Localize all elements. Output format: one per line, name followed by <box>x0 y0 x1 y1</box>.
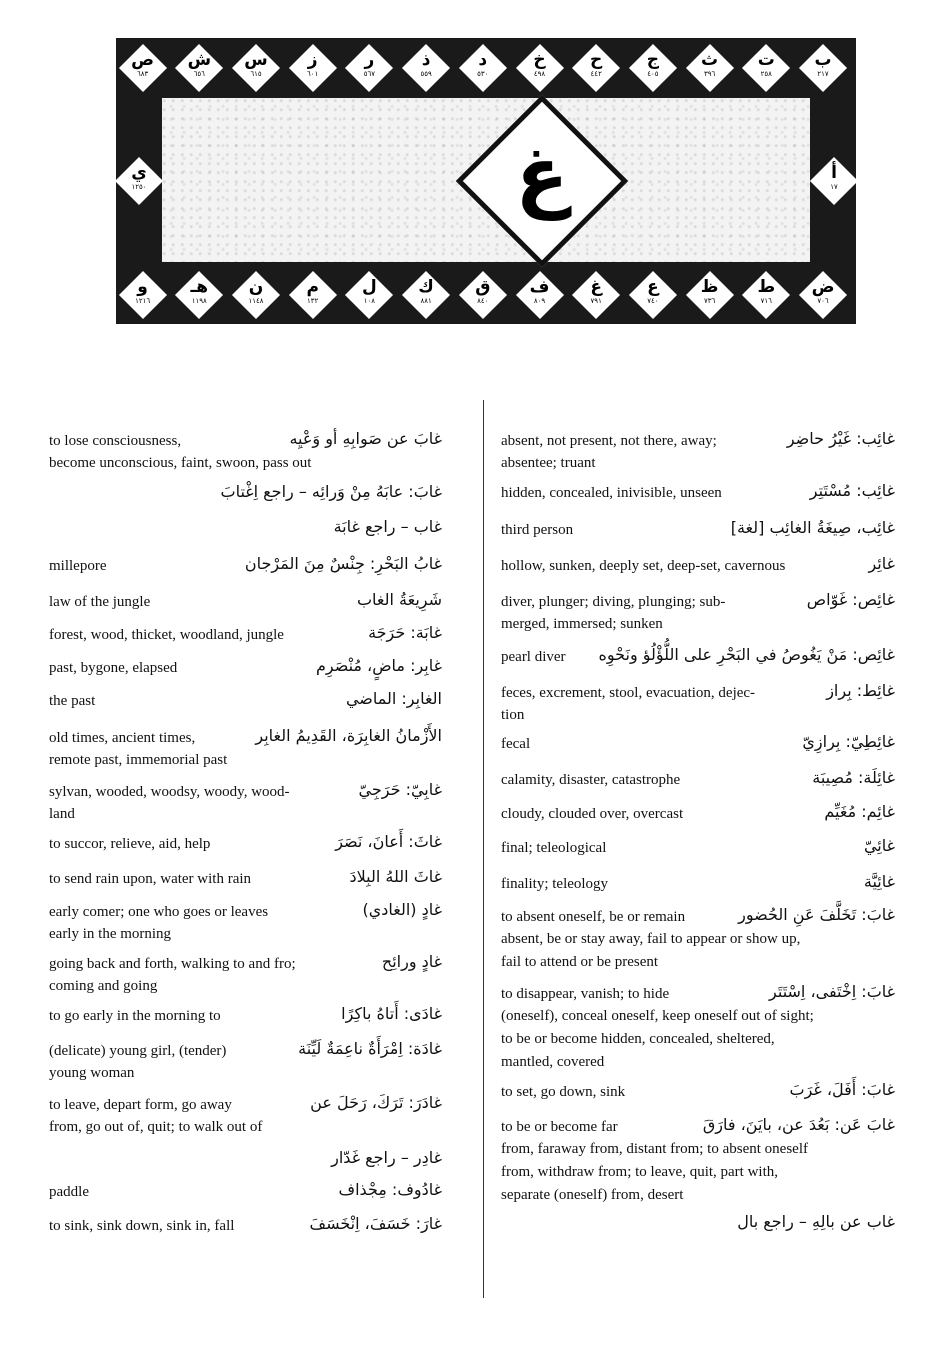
index-letter: ص <box>131 50 155 70</box>
entry-arabic: الغابِر: الماضي <box>345 689 442 708</box>
entry-english: to disappear, vanish; to hide <box>501 986 670 1002</box>
index-letter: م <box>306 277 319 297</box>
entry-arabic: غاب – راجع غابَة <box>333 517 442 536</box>
entry-english: third person <box>501 522 574 538</box>
entry-arabic: غابَ: تَخَلَّفَ عَنِ الحُضور <box>738 905 895 924</box>
index-letter: ق <box>475 277 491 297</box>
index-page-number: ٨٨١ <box>420 297 432 305</box>
entry-english: millepore <box>49 558 107 574</box>
index-page-number: ٦٠١ <box>307 70 319 78</box>
index-letter: ب <box>814 50 832 70</box>
index-letter: ث <box>701 50 719 70</box>
entry-english-continued: from, faraway from, distant from; to absent oneself <box>501 1141 808 1157</box>
index-letter: ض <box>811 277 835 297</box>
entry-arabic: غادَرَ: تَرَكَ، رَحَلَ عن <box>310 1093 442 1112</box>
index-letter: غ <box>590 277 602 297</box>
entry-arabic: غابَ عَن: بَعُدَ عن، بايَنَ، فارَقَ <box>702 1115 895 1134</box>
entry-english: to lose consciousness, <box>49 433 182 449</box>
index-page-number: ١٣٢ <box>307 297 319 305</box>
entry-english: past, bygone, elapsed <box>49 660 178 676</box>
entry-arabic: غاثَ: أَعانَ، نَصَرَ <box>335 832 442 851</box>
entry-arabic: غاثَ اللهُ البِلادَ <box>349 867 442 886</box>
entry-english-continued: become unconscious, faint, swoon, pass out <box>49 455 312 471</box>
index-page-number: ٤٤٢ <box>590 70 602 78</box>
entry-english-continued: tion <box>501 707 525 723</box>
index-letter-bottom-7[interactable] <box>460 272 506 318</box>
index-letter: أ <box>831 163 837 183</box>
entry-english: finality; teleology <box>501 876 609 892</box>
entry-english: feces, excrement, stool, evacuation, dejec- <box>501 685 756 701</box>
entry-arabic: غادِر – راجع غَدّار <box>331 1148 442 1167</box>
entry-english: to succor, relieve, aid, help <box>49 836 211 852</box>
index-page-number: ٧٩١ <box>590 297 602 305</box>
index-letter: خ <box>533 50 546 70</box>
entry-english: cloudy, clouded over, overcast <box>501 806 684 822</box>
index-letter: ر <box>364 50 375 70</box>
letter-index-band <box>116 38 856 324</box>
entry-arabic: غائِر <box>868 554 895 573</box>
entry-english-continued: land <box>49 806 75 822</box>
entry-english: to be or become far <box>501 1119 618 1135</box>
index-letter-top-11[interactable] <box>233 45 279 91</box>
entry-english: diver, plunger; diving, plunging; sub- <box>501 594 726 610</box>
index-letter-bottom-9[interactable] <box>346 272 392 318</box>
index-page-number: ١٢٥٠ <box>131 183 147 191</box>
entry-english: to leave, depart form, go away <box>49 1097 232 1113</box>
index-letter-top-12[interactable] <box>176 45 222 91</box>
index-letter-bottom-4[interactable] <box>630 272 676 318</box>
entry-english-continued: fail to attend or be present <box>501 954 659 970</box>
entry-arabic: غائِص: غَوّاص <box>806 590 895 609</box>
entry-english-continued: merged, immersed; sunken <box>501 616 663 632</box>
entry-english: to sink, sink down, sink in, fall <box>49 1218 235 1234</box>
index-letter: ش <box>187 50 212 70</box>
entry-arabic: غابَ عن صَوابِهِ أو وَعْيِه <box>289 429 442 448</box>
index-letter-top-5[interactable] <box>573 45 619 91</box>
entry-english-continued: from, withdraw from; to leave, quit, part with, <box>501 1164 779 1180</box>
index-letter: ي <box>131 163 147 183</box>
index-page-number: ١٧ <box>830 183 838 191</box>
index-page-number: ٧٣٦ <box>703 297 716 305</box>
entry-arabic: غابِيّ: حَرَجِيّ <box>358 780 442 799</box>
index-letter: ج <box>646 50 660 70</box>
entry-arabic: غائِب: مُسْتَتِر <box>809 481 895 500</box>
entry-english: hollow, sunken, deeply set, deep-set, cavernous <box>501 558 786 574</box>
index-letter: ن <box>248 277 264 297</box>
index-letter: هـ <box>190 277 209 297</box>
entry-english: old times, ancient times, <box>49 730 196 746</box>
entry-arabic: غادَة: اِمْرَأَةٌ ناعِمَةٌ لَيِّنَة <box>298 1039 442 1058</box>
entry-english: to set, go down, sink <box>501 1084 626 1100</box>
index-page-number: ٦٨٣ <box>136 70 149 78</box>
entry-arabic: الأَزْمانُ الغابِرَة، القَدِيمُ الغابِر <box>255 726 442 745</box>
entry-english: to send rain upon, water with rain <box>49 871 252 887</box>
index-letter-top-6[interactable] <box>517 45 563 91</box>
entry-english: fecal <box>501 736 531 752</box>
entry-arabic: غادٍ ورائِح <box>381 952 442 971</box>
index-page-number: ١٢١٦ <box>135 297 151 305</box>
index-letter-top-8[interactable] <box>403 45 449 91</box>
index-page-number: ٦١٥ <box>250 70 262 78</box>
index-page-number: ٢٥٨ <box>760 70 772 78</box>
entry-arabic: غابِر: ماضٍ، مُنْصَرِم <box>315 656 442 675</box>
index-letter-bottom-6[interactable] <box>517 272 563 318</box>
entry-english: calamity, disaster, catastrophe <box>501 772 681 788</box>
index-page-number: ٦٥٦ <box>193 70 205 78</box>
index-letter: ل <box>362 277 377 297</box>
index-page-number: ١١٤٨ <box>248 297 264 305</box>
index-page-number: ٧٤٠ <box>647 297 659 305</box>
entry-english: to go early in the morning to <box>49 1008 221 1024</box>
index-letter: س <box>244 50 268 70</box>
entry-arabic: غادُوف: مِجْذاف <box>338 1180 442 1199</box>
index-letter: ز <box>307 50 318 70</box>
entry-english: the past <box>49 693 96 709</box>
index-letter-bottom-13[interactable] <box>120 272 166 318</box>
index-page-number: ٨٤٠ <box>477 297 489 305</box>
index-page-number: ٢١٧ <box>817 70 829 78</box>
index-letter: و <box>137 277 148 297</box>
index-letter-bottom-10[interactable] <box>290 272 336 318</box>
entry-english: to absent oneself, be or remain <box>501 909 686 925</box>
index-letter-bottom-12[interactable] <box>176 272 222 318</box>
entry-english-continued: absentee; truant <box>501 455 596 471</box>
index-page-number: ١١٩٨ <box>191 297 207 305</box>
index-letter-bottom-2[interactable] <box>743 272 789 318</box>
entry-arabic: غابُ البَحْرِ: جِنْسٌ مِنَ المَرْجان <box>244 554 442 573</box>
index-letter-top-10[interactable] <box>290 45 336 91</box>
entry-english: sylvan, wooded, woodsy, woody, wood- <box>49 784 290 800</box>
index-page-number: ٣٩٦ <box>703 70 716 78</box>
main-letter: غ <box>515 131 569 221</box>
index-letter: ظ <box>700 277 719 297</box>
entry-english: forest, wood, thicket, woodland, jungle <box>49 627 284 643</box>
index-page-number: ٤٩٨ <box>533 70 546 78</box>
index-letter-top-9[interactable] <box>346 45 392 91</box>
entry-english-continued: from, go out of, quit; to walk out of <box>49 1119 263 1135</box>
index-letter-top-2[interactable] <box>743 45 789 91</box>
entry-english: going back and forth, walking to and fro; <box>49 956 296 972</box>
entry-english: paddle <box>49 1184 89 1200</box>
index-letter-top-7[interactable] <box>460 45 506 91</box>
index-letter-top-13[interactable] <box>120 45 166 91</box>
entry-english-continued: absent, be or stay away, fail to appear or show up, <box>501 931 801 947</box>
entry-english: pearl diver <box>501 649 566 665</box>
index-letter-top-4[interactable] <box>630 45 676 91</box>
entry-arabic: غائِم: مُغَيِّم <box>824 802 895 821</box>
entry-arabic: غائِيّ <box>863 836 895 855</box>
index-letter: ح <box>590 50 603 70</box>
index-page-number: ٤٠٥ <box>647 70 659 78</box>
index-letter: د <box>478 50 488 70</box>
index-letter: ف <box>529 277 550 297</box>
entry-english-continued: young woman <box>49 1065 135 1081</box>
entry-english-continued: to be or become hidden, concealed, sheltered, <box>501 1031 775 1047</box>
index-page-number: ٧١٦ <box>760 297 772 305</box>
entry-english-continued: coming and going <box>49 978 158 994</box>
index-page-number: ٥٣٠ <box>477 70 489 78</box>
index-letter: ع <box>647 277 659 297</box>
entry-arabic: غائِط: بِراز <box>826 681 895 700</box>
index-page-number: ٧٠٦ <box>817 297 829 305</box>
entry-english-continued: separate (oneself) from, desert <box>501 1187 684 1203</box>
entry-english-continued: early in the morning <box>49 926 172 942</box>
entry-arabic: غادَى: أَتاهُ باكِرًا <box>341 1004 442 1023</box>
entry-english-continued: (oneself), conceal oneself, keep oneself out of sight; <box>501 1008 814 1024</box>
entry-arabic: غابَ: عابَهُ مِنْ وَرائِه – راجع اِغْتابَ <box>220 482 442 501</box>
index-letter-bottom-8[interactable] <box>403 272 449 318</box>
entry-arabic: غادٍ (الغادي) <box>362 900 442 919</box>
index-page-number: ١٠٨ <box>363 297 376 305</box>
entry-arabic: غائِيَّة <box>863 872 895 891</box>
entry-english: law of the jungle <box>49 594 151 610</box>
index-page-number: ٨٠٩ <box>533 297 546 305</box>
entry-arabic: غائِب، صِيغَةُ الغائِب [لغة] <box>730 518 895 537</box>
main-letter-emblem <box>453 92 631 270</box>
entry-arabic: غابَ: اِخْتَفى، اِسْتَتَر <box>769 982 895 1001</box>
entry-english: final; teleological <box>501 840 607 856</box>
index-page-number: ٥٥٩ <box>420 70 432 78</box>
index-letter: ك <box>418 277 434 297</box>
entry-arabic: غارَ: خَسَفَ، اِنْخَسَفَ <box>309 1214 442 1233</box>
index-letter-bottom-3[interactable] <box>687 272 733 318</box>
index-letter: ذ <box>421 50 431 70</box>
entry-english: (delicate) young girl, (tender) <box>49 1043 227 1059</box>
index-letter-bottom-5[interactable] <box>573 272 619 318</box>
entry-english-continued: mantled, covered <box>501 1054 605 1070</box>
index-page-number: ٥٦٧ <box>363 70 376 78</box>
index-letter: ط <box>757 277 776 297</box>
entry-arabic: غائِب: غَيْرُ حاضِر <box>786 429 895 448</box>
entry-arabic: غاب عن بالِهِ – راجع بال <box>737 1212 895 1231</box>
entry-arabic: غابَ: أَفَلَ، غَرَبَ <box>789 1080 895 1099</box>
index-letter-left-side[interactable] <box>116 158 162 204</box>
entry-arabic: غائِطِيّ: بِرازِيّ <box>802 732 895 751</box>
entry-arabic: غائِلَة: مُصِيبَة <box>812 768 895 787</box>
entry-arabic: غائِص: مَنْ يَغُوصُ في البَحْرِ على اللُّؤْلُؤ ونَحْوِه <box>598 645 895 664</box>
entry-english-continued: remote past, immemorial past <box>49 752 228 768</box>
index-letter-right-side[interactable] <box>811 158 856 204</box>
index-letter-bottom-11[interactable] <box>233 272 279 318</box>
entry-english: absent, not present, not there, away; <box>501 433 717 449</box>
index-letter-top-1[interactable] <box>800 45 846 91</box>
entry-english: hidden, concealed, inivisible, unseen <box>501 485 722 501</box>
entry-arabic: شَرِيعَةُ الغاب <box>356 590 442 609</box>
entry-arabic: غابَة: حَرَجَة <box>368 623 442 642</box>
entry-english: early comer; one who goes or leaves <box>49 904 269 920</box>
index-letter-top-3[interactable] <box>687 45 733 91</box>
column-divider <box>483 400 484 1298</box>
index-letter-bottom-1[interactable] <box>800 272 846 318</box>
index-letter: ت <box>757 50 775 70</box>
